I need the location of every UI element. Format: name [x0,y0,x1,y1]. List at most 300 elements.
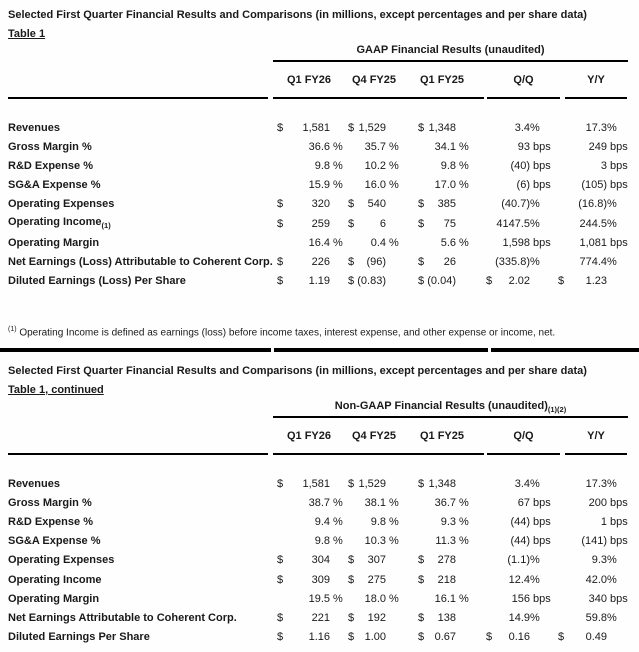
table-row [0,233,633,252]
value-suffix: bps [607,496,628,509]
value-suffix: % [330,515,343,528]
table-row [0,551,633,570]
value: 67 [517,496,530,509]
value-cell [402,612,456,624]
currency-symbol: $ [418,217,425,230]
separator-rule [274,348,488,352]
table-row [0,608,633,627]
value-cell [272,141,330,153]
currency-symbol: $ [277,198,284,211]
value-suffix: % [330,496,343,509]
value-suffix: % [456,535,469,548]
value-cell [472,497,530,509]
row-label: Operating Expenses [8,198,115,211]
value: 93 [517,140,530,153]
currency-symbol: $ [418,554,425,567]
separator-rule [491,348,639,352]
value: 9.8 [314,159,330,172]
row-label: Operating Income [8,573,102,586]
value-cell [556,478,607,490]
value: 226 [311,255,330,268]
value-cell [472,593,530,605]
value: 192 [367,611,386,624]
value-cell [272,516,330,528]
value: 9.4 [314,515,330,528]
value-suffix: % [607,198,617,211]
currency-symbol: $ [348,554,355,567]
value-suffix: bps [607,535,628,548]
currency-symbol: $ [277,275,284,288]
value-cell [472,141,530,153]
value-suffix: % [530,198,540,211]
value-suffix: % [530,477,540,490]
value: 309 [311,573,330,586]
value-cell [272,612,330,624]
currency-symbol: $ [486,275,493,288]
table-row [0,137,633,156]
value: 34.1 [434,140,456,153]
value: 9.3 [591,554,607,567]
value-cell [472,574,530,586]
document-title: Selected First Quarter Financial Results and Comparisons (in millions, except percentages and per share data) [8,365,587,377]
value-cell [556,160,607,172]
value-cell [346,593,386,605]
table-row [0,195,633,214]
value-suffix: % [530,217,540,230]
value: 1 [600,515,607,528]
group-header-rule [273,416,628,418]
value: 10.3 [364,535,386,548]
value: 320 [311,198,330,211]
value-suffix: % [456,179,469,192]
value-suffix: % [530,121,540,134]
value-cell [346,198,386,210]
value-cell [556,256,607,268]
column-header-qq: Q/Q [513,74,534,86]
value-suffix: bps [530,515,551,528]
currency-symbol: $ [418,611,425,624]
value: 18.0 [364,592,386,605]
row-label: Diluted Earnings Per Share [8,631,150,644]
value-cell [272,160,330,172]
value-cell [346,554,386,566]
value: 1,348 [428,477,456,490]
value-suffix: bps [530,236,551,249]
value-suffix: bps [530,592,551,605]
value-cell [556,631,607,643]
value: 774.4 [579,255,607,268]
value: 3.4 [514,121,530,134]
table-row [0,532,633,551]
value: (96) [366,255,386,268]
value: 38.1 [364,496,386,509]
value: 19.5 [308,592,330,605]
value: 1,081 [579,236,607,249]
value-cell [472,256,530,268]
value: 9.3 [440,515,456,528]
value-cell [556,218,607,230]
value-cell [472,237,530,249]
value-cell [472,535,530,547]
row-label: Operating Margin [8,236,100,249]
value-cell [472,198,530,210]
value: 340 [588,592,607,605]
value: (44) [510,535,530,548]
value: 3.4 [514,477,530,490]
header-rule [273,453,484,455]
value-suffix: % [456,496,469,509]
value-suffix: bps [530,159,551,172]
value: 9.8 [314,535,330,548]
value: 1,581 [302,121,330,134]
currency-symbol: $ [348,477,355,490]
value-suffix: % [456,236,469,249]
value: 6 [379,217,386,230]
value-cell [346,478,386,490]
currency-symbol: $ [348,573,355,586]
value-cell [472,122,530,134]
currency-symbol: $ [277,477,284,490]
value-cell [556,574,607,586]
value-cell [272,631,330,643]
value-suffix: % [530,573,540,586]
value-suffix: % [456,515,469,528]
value-cell [346,574,386,586]
value-cell [556,554,607,566]
value: 15.9 [308,179,330,192]
value: 1,581 [302,477,330,490]
value-suffix: % [530,611,540,624]
value-suffix: bps [530,140,551,153]
currency-symbol: $ [348,255,355,268]
column-header-q4fy25: Q4 FY25 [351,74,397,86]
value-cell [556,593,607,605]
column-header-yy: Y/Y [587,430,605,442]
table-row [0,176,633,195]
value-suffix: % [607,573,617,586]
table-body [0,118,633,291]
value: 17.0 [434,179,456,192]
group-header: GAAP Financial Results (unaudited) [356,44,545,56]
value-suffix: % [607,255,617,268]
value: 14.9 [508,611,530,624]
currency-symbol: $ [418,631,425,644]
value-cell [472,631,530,643]
value-suffix: bps [607,515,628,528]
value: 59.8 [585,611,607,624]
table-row [0,156,633,175]
header-rule [8,97,268,99]
value-suffix: % [456,159,469,172]
value: (44) [510,515,530,528]
group-header: Non-GAAP Financial Results $(unaudited)_{(1)(2)}$ [334,400,567,415]
value-cell [272,275,330,287]
currency-symbol: $ [277,217,284,230]
value-suffix: % [386,535,399,548]
value-cell [556,535,607,547]
value-suffix: bps [607,179,628,192]
footnote-marker: (1) [8,326,17,333]
value-cell [346,612,386,624]
value: 4147.5 [496,217,530,230]
value-cell [402,256,456,268]
table-label: Table 1 [8,28,46,40]
value: 1.19 [308,275,330,288]
currency-symbol: $ [348,121,355,134]
value-cell [272,179,330,191]
value-cell [556,612,607,624]
header-rule [273,97,484,99]
group-header-footnote-ref: (1)(2) [547,405,567,415]
value-cell [556,275,607,287]
value-cell [346,160,386,172]
value: 9.8 [440,159,456,172]
row-label: Operating Expenses [8,554,115,567]
table-row [0,118,633,137]
value: 26 [443,255,456,268]
value-suffix: % [386,515,399,528]
table-row [0,272,633,291]
row-label: Revenues [8,121,60,134]
header-rule [565,453,627,455]
value: 221 [311,611,330,624]
value: 42.0 [585,573,607,586]
value-cell [346,535,386,547]
value-cell [402,275,456,287]
value-cell [346,275,386,287]
table-row [0,252,633,271]
column-header-qq: Q/Q [513,430,534,442]
value: 0.16 [508,631,530,644]
value: 9.8 [370,515,386,528]
value-cell [402,179,456,191]
row-label: SG&A Expense % [8,179,101,192]
value-cell [346,631,386,643]
value: (335.8) [495,255,530,268]
value-cell [272,574,330,586]
value-cell [556,497,607,509]
value: 36.6 [308,140,330,153]
value-suffix: bps [530,496,551,509]
row-label: Gross Margin % [8,496,92,509]
value: 138 [437,611,456,624]
row-label: Net Earnings (Loss) Attributable to Coherent Corp. [8,255,273,268]
value-cell [272,478,330,490]
value-cell [472,218,530,230]
currency-symbol: $ [348,631,355,644]
value: 385 [437,198,456,211]
row-label-footnote-ref: (1) [101,221,111,231]
currency-symbol: $ [277,554,284,567]
value: 75 [443,217,456,230]
currency-symbol: $ [418,198,425,211]
value: 36.7 [434,496,456,509]
document-title: Selected First Quarter Financial Results and Comparisons (in millions, except percentages and per share data) [8,9,587,21]
value-cell [402,141,456,153]
value-suffix: % [386,496,399,509]
value-cell [556,179,607,191]
value-suffix: % [456,592,469,605]
row-label: Diluted Earnings (Loss) Per Share [8,275,186,288]
footnote [8,326,555,338]
value-suffix: % [330,179,343,192]
value-cell [472,478,530,490]
currency-symbol: $ [348,198,355,211]
table-row [0,214,633,233]
currency-symbol: $ [558,275,565,288]
value: (40.7) [501,198,530,211]
value: 304 [311,554,330,567]
value-suffix: % [330,140,343,153]
value-cell [402,237,456,249]
value: 3 [600,159,607,172]
value: (16.8) [578,198,607,211]
value-cell [402,160,456,172]
value: (6) [516,179,530,192]
table-row [0,628,633,647]
table-row [0,512,633,531]
value-cell [346,141,386,153]
row-label: Operating Income$_{(1)}$ [8,216,111,231]
currency-symbol: $ [348,611,355,624]
value: 35.7 [364,140,386,153]
row-label: Net Earnings Attributable to Coherent Corp. [8,611,237,624]
value: 0.49 [585,631,607,644]
value-cell [402,593,456,605]
value-cell [472,516,530,528]
value-cell [472,554,530,566]
value-cell [402,478,456,490]
column-header-q1fy26: Q1 FY26 [286,430,332,442]
row-label: Operating Margin [8,592,100,605]
value-suffix: bps [607,159,628,172]
value: 0.67 [434,631,456,644]
row-label: Gross Margin % [8,140,92,153]
value-suffix: bps [530,179,551,192]
value: (105) [581,179,607,192]
value-cell [272,122,330,134]
value-cell [346,497,386,509]
value: 10.2 [364,159,386,172]
currency-symbol: $ [418,255,425,268]
row-label: SG&A Expense % [8,535,101,548]
value-cell [346,122,386,134]
value: 38.7 [308,496,330,509]
currency-symbol: $ [348,217,355,230]
currency-symbol: $ [418,121,425,134]
value-cell [472,612,530,624]
table-body [0,474,633,647]
value-suffix: % [330,236,343,249]
separator-rule [0,348,271,352]
value-suffix: % [330,535,343,548]
currency-symbol: $ [277,573,284,586]
currency-symbol: $ [277,121,284,134]
value-cell [402,516,456,528]
currency-symbol: $ [277,631,284,644]
column-header-q1fy25: Q1 FY25 [419,430,465,442]
value-cell [346,516,386,528]
row-label: Revenues [8,477,60,490]
gaap-table-section [0,7,639,297]
value: 259 [311,217,330,230]
value-cell [346,256,386,268]
value-cell [402,535,456,547]
value: 218 [437,573,456,586]
value-suffix: % [607,477,617,490]
value: 11.3 [435,535,456,548]
table-label: Table 1, continued [8,384,104,396]
value-cell [472,179,530,191]
value: 1,598 [502,236,530,249]
value: 156 [511,592,530,605]
value-cell [402,122,456,134]
value-suffix: % [607,121,617,134]
value: 2.02 [508,275,530,288]
value: 16.1 [434,592,456,605]
value-cell [272,218,330,230]
value-suffix: bps [607,140,628,153]
value: 1.00 [364,631,386,644]
value-cell [272,198,330,210]
value: (0.83) [357,275,386,288]
value-suffix: bps [607,236,628,249]
value: 5.6 [440,236,456,249]
value: 17.3 [585,121,607,134]
value: 249 [588,140,607,153]
value: (1.1) [507,554,530,567]
value-cell [556,516,607,528]
table-row [0,493,633,512]
value: (0.04) [427,275,456,288]
row-label: R&D Expense % [8,159,93,172]
value-cell [402,198,456,210]
value-cell [402,574,456,586]
value: 307 [367,554,386,567]
value-suffix: bps [607,592,628,605]
value-suffix: % [386,140,399,153]
value-cell [556,198,607,210]
value: (40) [510,159,530,172]
currency-symbol: $ [277,611,284,624]
header-rule [487,97,560,99]
value-cell [402,554,456,566]
value-cell [556,237,607,249]
table-row [0,589,633,608]
value-suffix: % [530,255,540,268]
value-cell [472,275,530,287]
header-rule [487,453,560,455]
table-row [0,474,633,493]
value: 1,529 [358,477,386,490]
value: 278 [437,554,456,567]
value-cell [556,141,607,153]
value-cell [272,593,330,605]
header-rule [8,453,268,455]
value: 16.4 [308,236,330,249]
column-header-yy: Y/Y [587,74,605,86]
header-rule [565,97,627,99]
currency-symbol: $ [418,477,425,490]
value-suffix: bps [530,535,551,548]
currency-symbol: $ [277,255,284,268]
value-suffix: % [386,592,399,605]
currency-symbol: $ [558,631,565,644]
value-cell [556,122,607,134]
value: 16.0 [364,179,386,192]
value: 1.23 [585,275,607,288]
value-suffix: % [330,159,343,172]
